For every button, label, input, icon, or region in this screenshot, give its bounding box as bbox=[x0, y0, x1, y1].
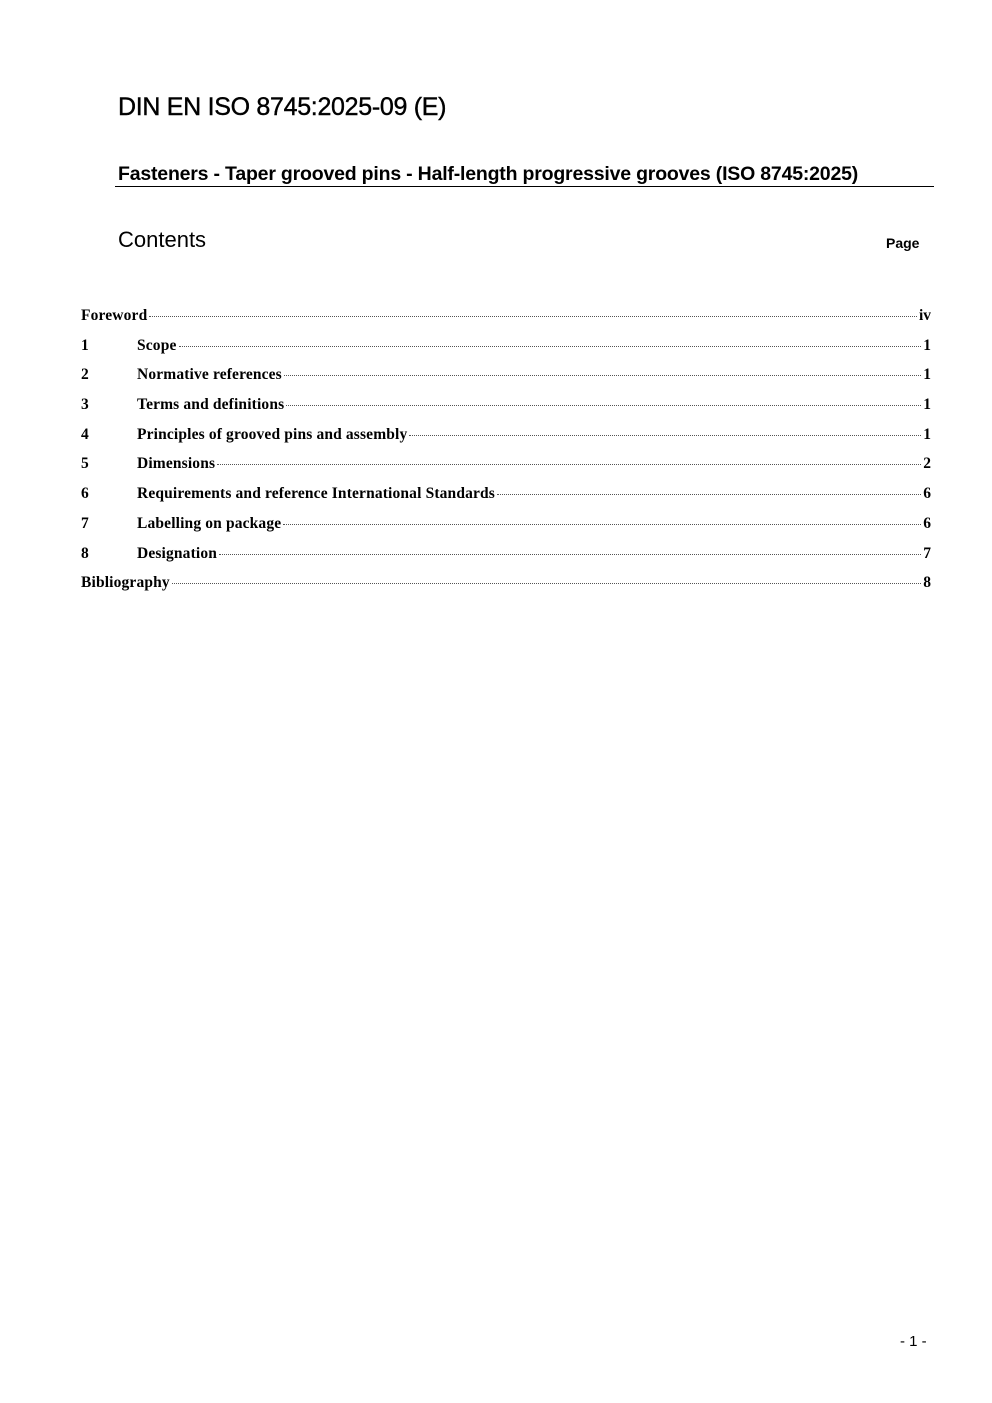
toc-entry-dimensions[interactable] bbox=[81, 455, 931, 485]
toc-entry-page: 7 bbox=[923, 544, 931, 562]
toc-entry-number: 4 bbox=[81, 425, 89, 443]
toc-entry-normative-references[interactable] bbox=[81, 366, 931, 396]
toc-dot-leader bbox=[284, 375, 921, 376]
toc-entry-page: 1 bbox=[923, 366, 931, 384]
toc-entry-page: 8 bbox=[923, 574, 931, 592]
toc-dot-leader bbox=[217, 464, 921, 465]
page-number: - 1 - bbox=[900, 1333, 927, 1350]
toc-entry-label: Normative references bbox=[137, 366, 282, 384]
toc-entry-page: iv bbox=[918, 307, 931, 324]
title-underline bbox=[115, 186, 934, 187]
toc-dot-leader bbox=[179, 346, 922, 347]
document-title: Fasteners - Taper grooved pins - Half-length progressive grooves (ISO 8745:2025) bbox=[118, 163, 859, 185]
toc-dot-leader bbox=[149, 316, 917, 317]
toc-entry-number: 1 bbox=[81, 336, 89, 354]
toc-dot-leader bbox=[172, 583, 921, 584]
toc-entry-number: 5 bbox=[81, 455, 89, 473]
toc-entry-label: Terms and definitions bbox=[137, 396, 285, 414]
toc-dot-leader bbox=[219, 554, 921, 555]
toc-dot-leader bbox=[409, 435, 921, 436]
toc-entry-designation[interactable] bbox=[81, 545, 931, 575]
toc-entry-page: 1 bbox=[923, 425, 931, 443]
toc-entry-page: 6 bbox=[923, 514, 931, 532]
toc-entry-requirements[interactable] bbox=[81, 485, 931, 515]
toc-entry-label: Designation bbox=[137, 544, 218, 562]
toc-dot-leader bbox=[286, 405, 921, 406]
document-number: DIN EN ISO 8745:2025-09 (E) bbox=[118, 93, 447, 121]
toc-entry-label: Principles of grooved pins and assembly bbox=[137, 425, 408, 443]
toc-entry-number: 2 bbox=[81, 366, 89, 384]
toc-entry-number: 7 bbox=[81, 514, 89, 532]
page-column-heading: Page bbox=[886, 235, 920, 251]
toc-entry-number: 6 bbox=[81, 485, 89, 503]
toc-entry-number: 3 bbox=[81, 396, 89, 414]
toc-entry-label: Scope bbox=[137, 336, 177, 354]
toc-entry-label: Bibliography bbox=[81, 574, 170, 592]
toc-entry-terms-and-definitions[interactable] bbox=[81, 396, 931, 426]
table-of-contents bbox=[81, 307, 931, 604]
toc-entry-page: 1 bbox=[923, 336, 931, 354]
toc-entry-labelling[interactable] bbox=[81, 515, 931, 545]
toc-entry-label: Foreword bbox=[81, 307, 148, 324]
toc-entry-foreword[interactable] bbox=[81, 307, 931, 337]
toc-entry-label: Requirements and reference International Standards bbox=[137, 485, 495, 503]
toc-dot-leader bbox=[497, 494, 921, 495]
toc-entry-label: Labelling on package bbox=[137, 514, 282, 532]
toc-entry-principles[interactable] bbox=[81, 426, 931, 456]
toc-entry-scope[interactable] bbox=[81, 337, 931, 367]
toc-entry-page: 1 bbox=[923, 396, 931, 414]
toc-dot-leader bbox=[283, 524, 921, 525]
toc-entry-label: Dimensions bbox=[137, 455, 216, 473]
toc-entry-page: 2 bbox=[923, 455, 931, 473]
toc-entry-page: 6 bbox=[923, 485, 931, 503]
toc-entry-bibliography[interactable] bbox=[81, 574, 931, 604]
contents-heading: Contents bbox=[118, 227, 207, 252]
toc-entry-number: 8 bbox=[81, 544, 89, 562]
